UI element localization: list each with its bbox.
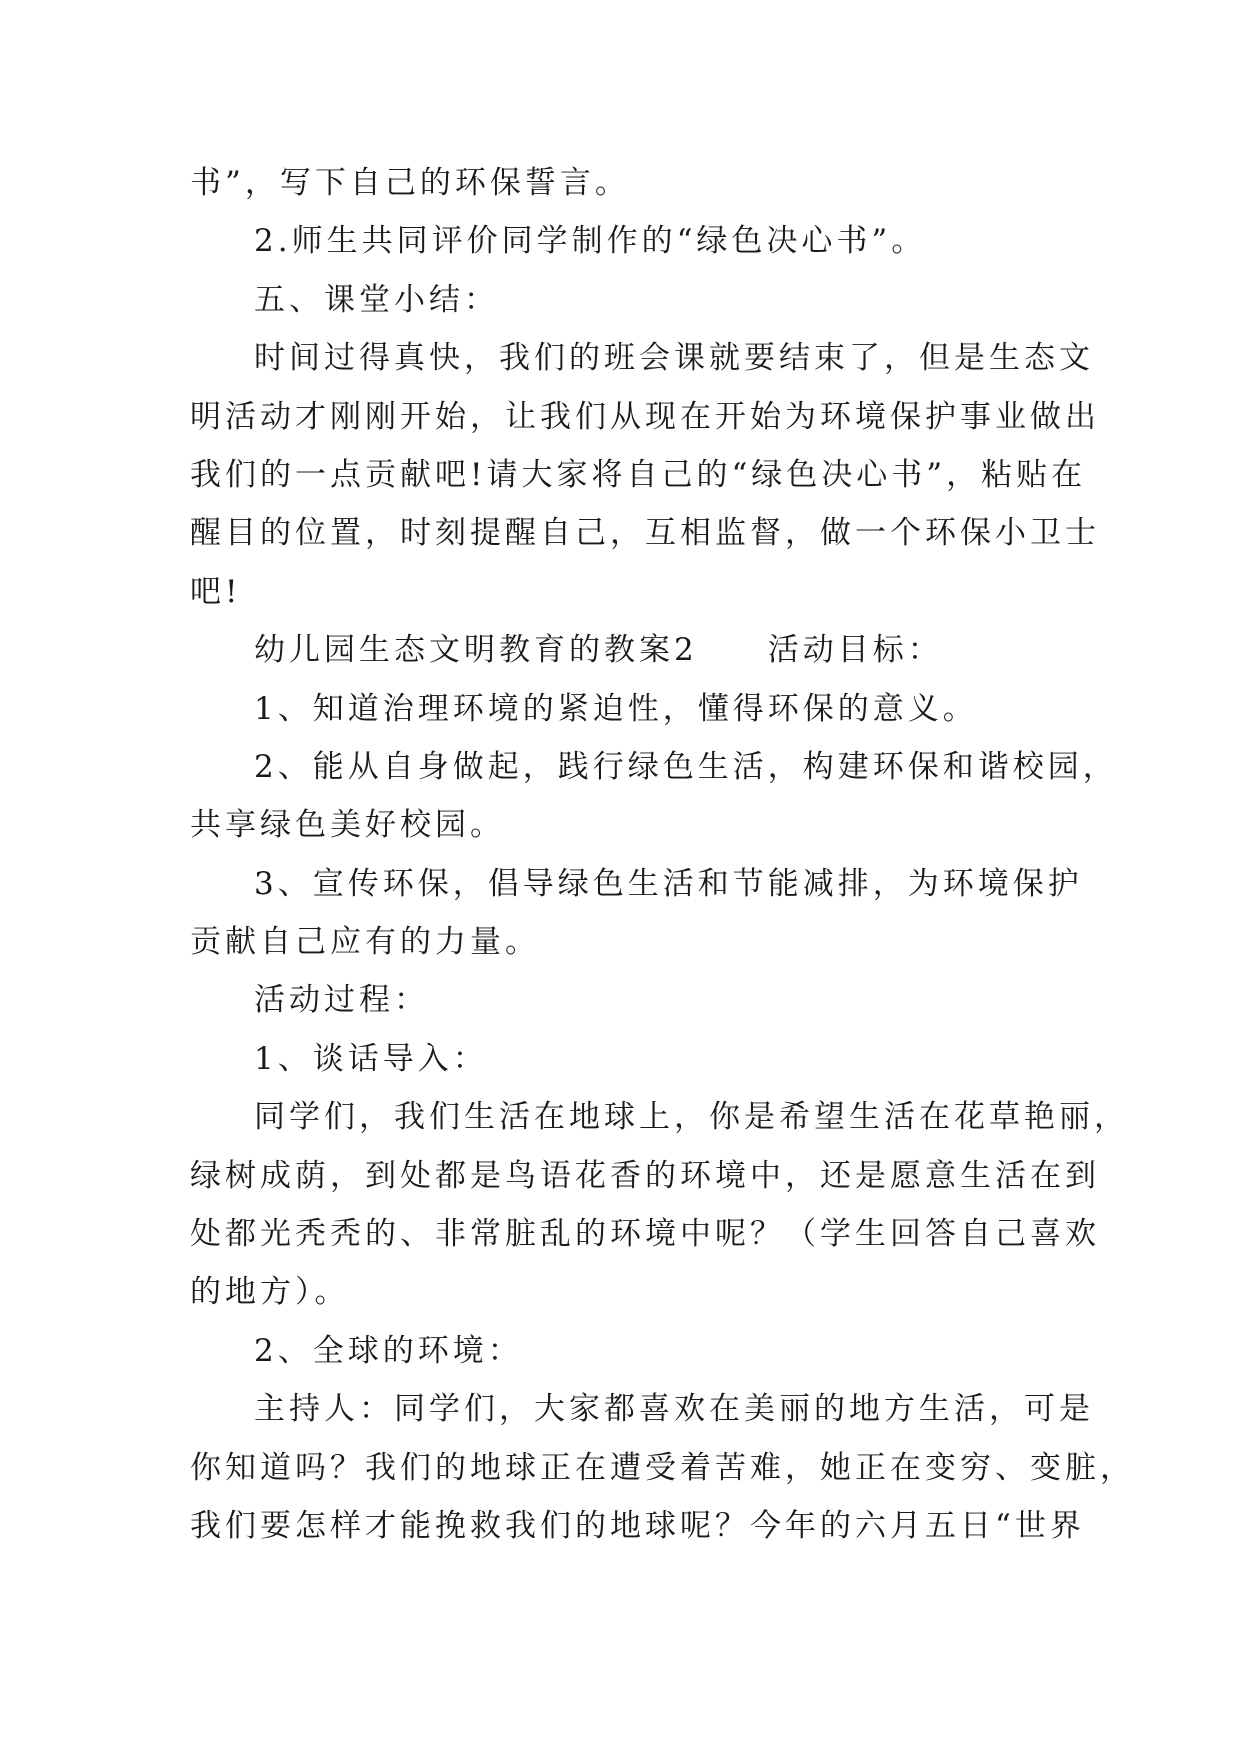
text-line: 贡献自己应有的力量。	[190, 924, 540, 961]
text-line: 处都光秃秃的、非常脏乱的环境中呢？（学生回答自己喜欢	[190, 1216, 1100, 1253]
text-line: 明活动才刚刚开始，让我们从现在开始为环境保护事业做出	[190, 398, 1100, 435]
text-line: 1、知道治理环境的紧迫性，懂得环保的意义。	[254, 690, 978, 727]
text-line: 我们的一点贡献吧!请大家将自己的“绿色决心书”，粘贴在	[190, 456, 1087, 493]
text-line: 共享绿色美好校园。	[190, 807, 505, 844]
section-heading: 幼儿园生态文明教育的教案2 活动目标：	[254, 632, 943, 669]
text-line: 时间过得真快，我们的班会课就要结束了，但是生态文	[254, 340, 1094, 377]
text-line: 2.师生共同评价同学制作的“绿色决心书”。	[254, 223, 927, 260]
text-line: 1、谈话导入：	[254, 1040, 488, 1077]
text-line: 书”，写下自己的环保誓言。	[190, 165, 630, 201]
text-line: 同学们，我们生活在地球上，你是希望生活在花草艳丽，	[254, 1099, 1129, 1136]
text-line: 2、能从自身做起，践行绿色生活，构建环保和谐校园，	[254, 748, 1118, 785]
text-line: 你知道吗？我们的地球正在遭受着苦难，她正在变穷、变脏，	[190, 1449, 1135, 1486]
text-line: 醒目的位置，时刻提醒自己，互相监督，做一个环保小卫士	[190, 515, 1100, 552]
text-line: 的地方）。	[190, 1274, 350, 1311]
section-heading: 活动过程：	[254, 982, 429, 1019]
text-line: 我们要怎样才能挽救我们的地球呢？今年的六月五日“世界	[190, 1507, 1085, 1544]
text-line: 绿树成荫，到处都是鸟语花香的环境中，还是愿意生活在到	[190, 1157, 1100, 1194]
section-heading: 五、课堂小结：	[254, 281, 499, 318]
text-line: 3、宣传环保，倡导绿色生活和节能减排，为环境保护	[254, 865, 1083, 902]
document-body	[190, 154, 1135, 1555]
text-line: 吧!	[190, 573, 242, 610]
text-line: 主持人：同学们，大家都喜欢在美丽的地方生活，可是	[254, 1391, 1094, 1428]
text-line: 2、全球的环境：	[254, 1332, 523, 1369]
